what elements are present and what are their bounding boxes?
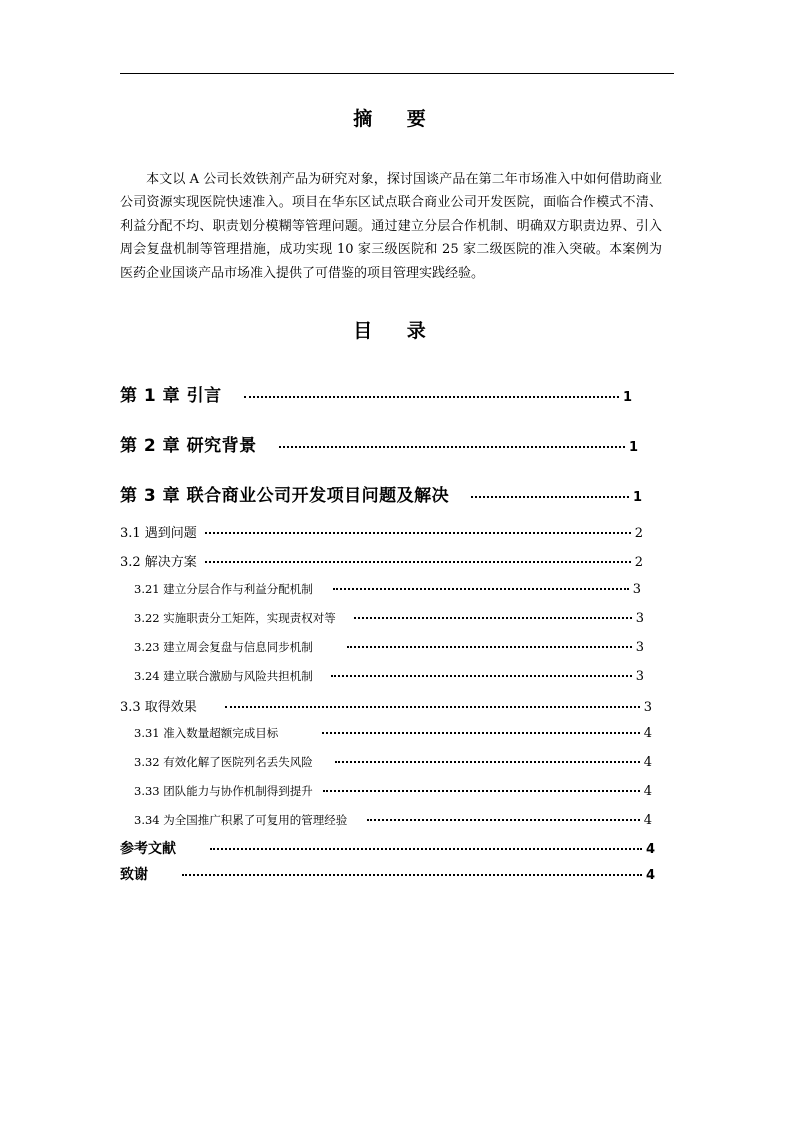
toc-page-number: 4 <box>643 813 652 828</box>
toc-entry-label: 3.34 为全国推广积累了可复用的管理经验 <box>134 813 348 827</box>
toc-entry-label: 第 1 章 引言 <box>120 386 222 406</box>
toc-entry-chapter-2[interactable] <box>120 431 638 456</box>
header-rule <box>120 73 674 74</box>
toc-entry-section-3-2[interactable] <box>120 551 643 570</box>
toc-entry-section-3-34[interactable] <box>134 812 652 828</box>
toc-entry-section-3-32[interactable] <box>134 754 652 770</box>
toc-page-number: 3 <box>635 640 644 655</box>
toc-dot-leader <box>333 588 629 590</box>
toc-dot-leader <box>244 396 619 398</box>
toc-page-number: 1 <box>622 390 632 405</box>
toc-entry-label: 3.3 取得效果 <box>120 700 197 715</box>
toc-dot-leader <box>210 848 642 850</box>
toc-entry-label: 3.33 团队能力与协作机制得到提升 <box>134 784 313 798</box>
toc-dot-leader <box>471 496 629 498</box>
toc-page-number: 4 <box>643 755 652 770</box>
toc-dot-leader <box>182 874 642 876</box>
toc-entry-section-3-24[interactable] <box>134 668 644 684</box>
toc-dot-leader <box>367 819 639 821</box>
toc-entry-chapter-1[interactable] <box>120 381 632 406</box>
toc-dot-leader <box>335 761 640 763</box>
abstract-body <box>120 168 662 285</box>
toc-page-number: 4 <box>645 868 655 883</box>
toc-entry-label: 3.23 建立周会复盘与信息同步机制 <box>134 640 313 654</box>
toc-entry-references[interactable] <box>120 838 655 858</box>
toc-entry-label: 3.22 实施职责分工矩阵，实现责权对等 <box>134 611 336 625</box>
toc-entry-label: 3.21 建立分层合作与利益分配机制 <box>134 582 313 596</box>
toc-page-number: 3 <box>635 611 644 626</box>
toc-entry-label: 致谢 <box>120 867 148 883</box>
toc-entry-acknowledgements[interactable] <box>120 864 655 884</box>
toc-dot-leader <box>225 706 640 708</box>
toc-entry-section-3-3[interactable] <box>120 696 652 715</box>
toc-page-number: 1 <box>632 490 642 505</box>
toc-entry-label: 3.24 建立联合激励与风险共担机制 <box>134 669 313 683</box>
toc-entry-chapter-3[interactable] <box>120 481 642 506</box>
toc-entry-section-3-33[interactable] <box>134 783 652 799</box>
toc-entry-label: 3.2 解决方案 <box>120 555 197 570</box>
toc-page-number: 2 <box>634 555 643 570</box>
toc-page-number: 4 <box>643 784 652 799</box>
toc-dot-leader <box>279 446 625 448</box>
toc-dot-leader <box>205 561 631 563</box>
toc-dot-leader <box>347 646 632 648</box>
toc-page-number: 4 <box>643 726 652 741</box>
abstract-title: 摘 要 <box>353 108 440 130</box>
toc-dot-leader <box>331 675 632 677</box>
toc-page-number: 2 <box>634 526 643 541</box>
toc-entry-label: 第 2 章 研究背景 <box>120 436 257 456</box>
toc-dot-leader <box>322 732 639 734</box>
toc-entry-section-3-1[interactable] <box>120 522 643 541</box>
toc-entry-section-3-31[interactable] <box>134 725 652 741</box>
toc-dot-leader <box>354 617 632 619</box>
abstract-text: 本文以 A 公司长效铁剂产品为研究对象，探讨国谈产品在第二年市场准入中如何借助商业公司资源实现医院快速准入。项目在华东区试点联合商业公司开发医院，面临合作模式不清、利益分配不均、职责划分模糊等管理问题。通过建立分层合作机制、明确双方职责边界、引入周会复盘机制等管理措施，成功实现 10 家三级医院和 25 家二级医院的准入突破。本案例为医药企业国谈产品市场准入提供了可借鉴的项目管理实践经验。 <box>120 172 662 281</box>
toc-dot-leader <box>323 790 640 792</box>
toc-page-number: 3 <box>635 669 644 684</box>
toc-entry-section-3-23[interactable] <box>134 639 644 655</box>
toc-entry-label: 3.1 遇到问题 <box>120 526 197 541</box>
toc-title: 目 录 <box>353 320 440 342</box>
toc-page-number: 3 <box>643 700 652 715</box>
toc-dot-leader <box>205 532 631 534</box>
toc-entry-section-3-22[interactable] <box>134 610 644 626</box>
toc-page-number: 1 <box>628 440 638 455</box>
toc-entry-label: 3.31 准入数量超额完成目标 <box>134 726 279 740</box>
toc-entry-label: 参考文献 <box>120 841 176 857</box>
toc-entry-label: 3.32 有效化解了医院列名丢失风险 <box>134 755 313 769</box>
toc-entry-label: 第 3 章 联合商业公司开发项目问题及解决 <box>120 486 450 506</box>
toc-entry-section-3-21[interactable] <box>134 581 641 597</box>
toc-page-number: 4 <box>645 842 655 857</box>
toc-page-number: 3 <box>632 582 641 597</box>
